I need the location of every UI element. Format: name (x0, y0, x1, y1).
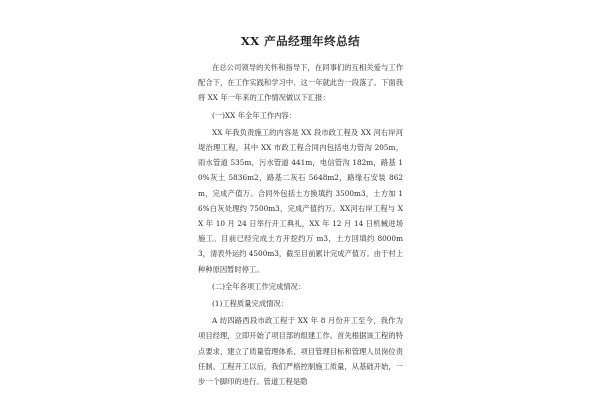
document-body (198, 60, 403, 389)
document-title: XX 产品经理年终总结 (240, 34, 361, 48)
section-heading-completion: (二)全年各项工作完成情况： (212, 281, 306, 291)
quality-paragraph: A 纺四路西段市政工程于 XX 年 8 月份开工至今，我作为项目经理，立即开始了项目部的组建工作。首先根据该工程的特点要求，建立了质量管理体系、项目管理目标和管理人员岗位责任制。工程开工以后，我们严格控制施工质量，从基础开始，一步一个脚印的进行。管道工程是隐 (198, 316, 403, 387)
subsection-heading-quality: (1)工程质量完成情况： (212, 299, 289, 309)
document-content (198, 33, 403, 391)
section-heading-work-content: (一)XX 年全年工作内容： (212, 110, 297, 120)
intro-paragraph: 在总公司领导的关怀和指导下，在同事们的互相关爱与工作配合下，在工作实践和学习中、这一年就此告一段落了。下面我将 XX 年一年来的工作情况做以下汇报： (198, 63, 403, 103)
work-content-paragraph: XX 年我负责施工的内容是 XX 段市政工程及 XX 河右岸河堤治理工程，其中 XX 市政工程合同内包括电力管沟 205m，雨水管道 535m，污水管道 441m，电信管沟 182m，路基 10%灰土 5836m2，路基二灰石 5648m2，路缘石安装 862m，完成产值万。合同外包括土方换填约 3500m3，土方加 16%白灰处理约 7500m3，完成产值约万。XX河右岸工程与 XX 年 10 月 24 日举行开工典礼，XX 年 12 月 14 日机械进场施工。目前已经完成土方开挖约万 m3，土方回填约 8000m3，清表外运约 4500m3，截至目前累计完成产值万。由于村上种种原因暂时停工。 (198, 127, 403, 274)
